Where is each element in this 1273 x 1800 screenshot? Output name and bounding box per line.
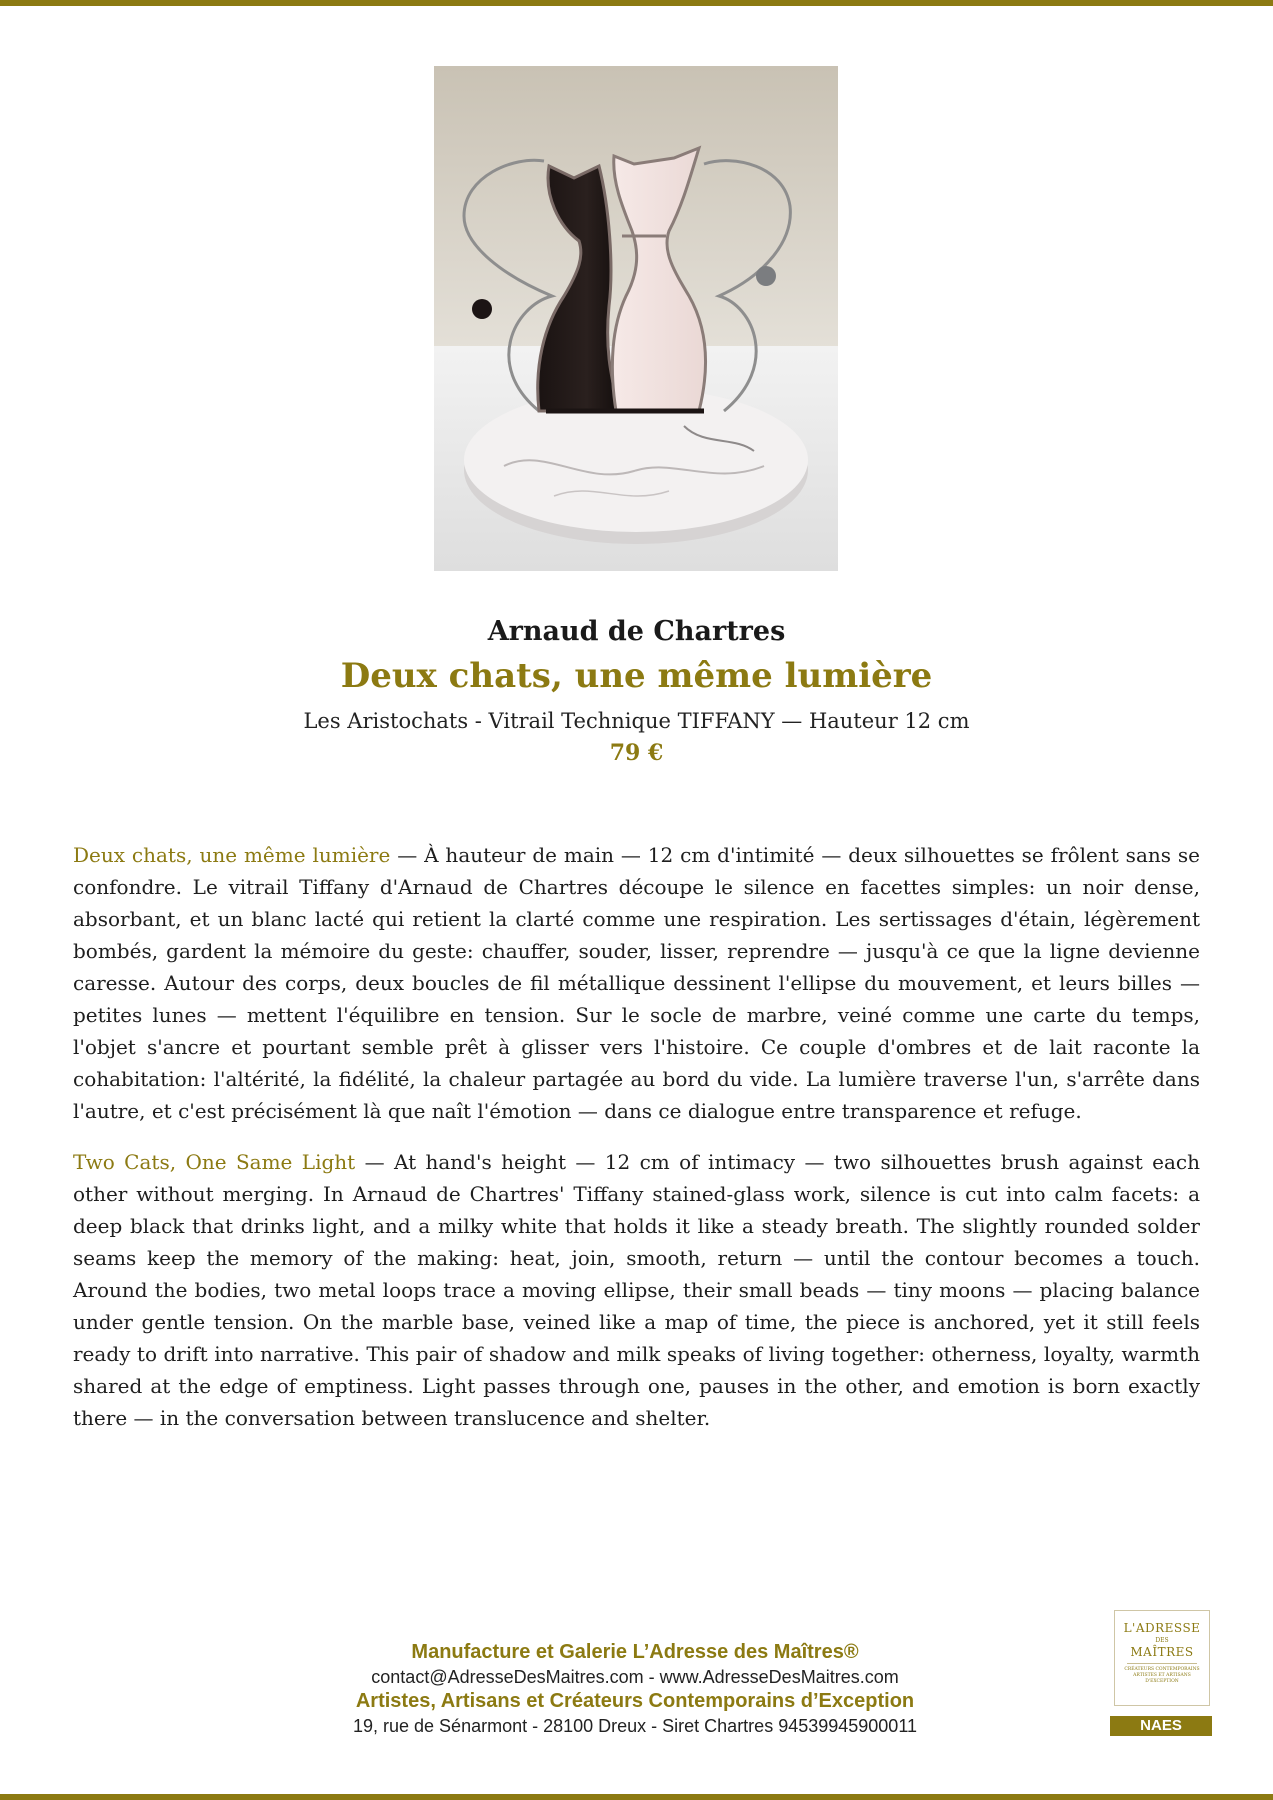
footer-contact: contact@AdresseDesMaitres.com - www.AdresseDesMaitres.com bbox=[371, 1667, 899, 1687]
logo-line-3: MAÎTRES bbox=[1130, 1645, 1194, 1659]
logo-line-2: DES bbox=[1155, 1637, 1169, 1644]
description-french bbox=[73, 839, 1200, 1127]
footer-address: 19, rue de Sénarmont - 28100 Dreux - Siret Chartres 94539945900011 bbox=[352, 1716, 918, 1736]
description-french-body: — À hauteur de main — 12 cm d'intimité — deux silhouettes se frôlent sans se confondre. Le vitrail Tiffany d'Arnaud de Chartres découpe le silence en facettes simples: un noir dense, absorbant, et un blanc lacté qui retient la clarté comme une respiration. Les sertissages d'étain, légèrement bombés, gardent la mémoire du geste: chauffer, souder, lisser, reprendre — jusqu'à ce que la ligne devienne caresse. Autour des corps, deux boucles de fil métallique dessinent l'ellipse du mouvement, et leurs billes — petites lunes — mettent l'équilibre en tension. Sur le socle de marbre, veiné comme une carte du temps, l'objet s'ancre et pourtant semble prêt à glisser vers l'histoire. Ce couple d'ombres et de lait raconte la cohabitation: l'altérité, la fidélité, la chaleur partagée au bord du vide. La lumière traverse l'un, s'arrête dans l'autre, et c'est précisément là que naît l'émotion — dans ce dialogue entre transparence et refuge. bbox=[73, 843, 1200, 1123]
artwork-subtitle: Les Aristochats - Vitrail Technique TIFFANY — Hauteur 12 cm bbox=[303, 709, 970, 733]
description-english-lead: Two Cats, One Same Light bbox=[73, 1150, 356, 1174]
footer-company: Manufacture et Galerie L’Adresse des Maîtres® bbox=[411, 1641, 859, 1663]
description-french-lead: Deux chats, une même lumière bbox=[73, 843, 391, 867]
description-english-body: — At hand's height — 12 cm of intimacy — two silhouettes brush against each other without merging. In Arnaud de Chartres' Tiffany stained-glass work, silence is cut into calm facets: a deep black that drinks light, and a milky white that holds it like a steady breath. The slightly rounded solder seams keep the memory of the making: heat, join, smooth, return — until the contour becomes a touch. Around the bodies, two metal loops trace a moving ellipse, their small beads — tiny moons — placing balance under gentle tension. On the marble base, veined like a map of time, the piece is anchored, yet it still feels ready to drift into narrative. This pair of shadow and milk speaks of living together: otherness, loyalty, warmth shared at the edge of emptiness. Light passes through one, pauses in the other, and emotion is born exactly there — in the conversation between translucence and shelter. bbox=[73, 1150, 1200, 1430]
naes-badge: NAES bbox=[1110, 1716, 1212, 1736]
logo-divider bbox=[1127, 1663, 1197, 1664]
gallery-logo bbox=[1114, 1610, 1210, 1706]
artwork-title: Deux chats, une même lumière bbox=[340, 656, 933, 696]
footer bbox=[230, 1640, 1040, 1738]
logo-tagline: CRÉATEURS CONTEMPORAINS ARTISTES ET ARTISANS D'EXCEPTION bbox=[1124, 1667, 1200, 1684]
artwork-price: 79 € bbox=[609, 740, 664, 766]
top-rule bbox=[0, 0, 1273, 6]
artwork-photo bbox=[434, 66, 838, 571]
footer-tagline: Artistes, Artisans et Créateurs Contemporains d’Exception bbox=[355, 1690, 915, 1712]
logo-line-1: L'ADRESSE bbox=[1123, 1621, 1201, 1635]
artist-name: Arnaud de Chartres bbox=[487, 616, 786, 647]
stained-glass-cats-image bbox=[434, 66, 838, 571]
bottom-rule bbox=[0, 1794, 1273, 1800]
artwork-header bbox=[0, 612, 1273, 768]
description-english bbox=[73, 1146, 1200, 1434]
